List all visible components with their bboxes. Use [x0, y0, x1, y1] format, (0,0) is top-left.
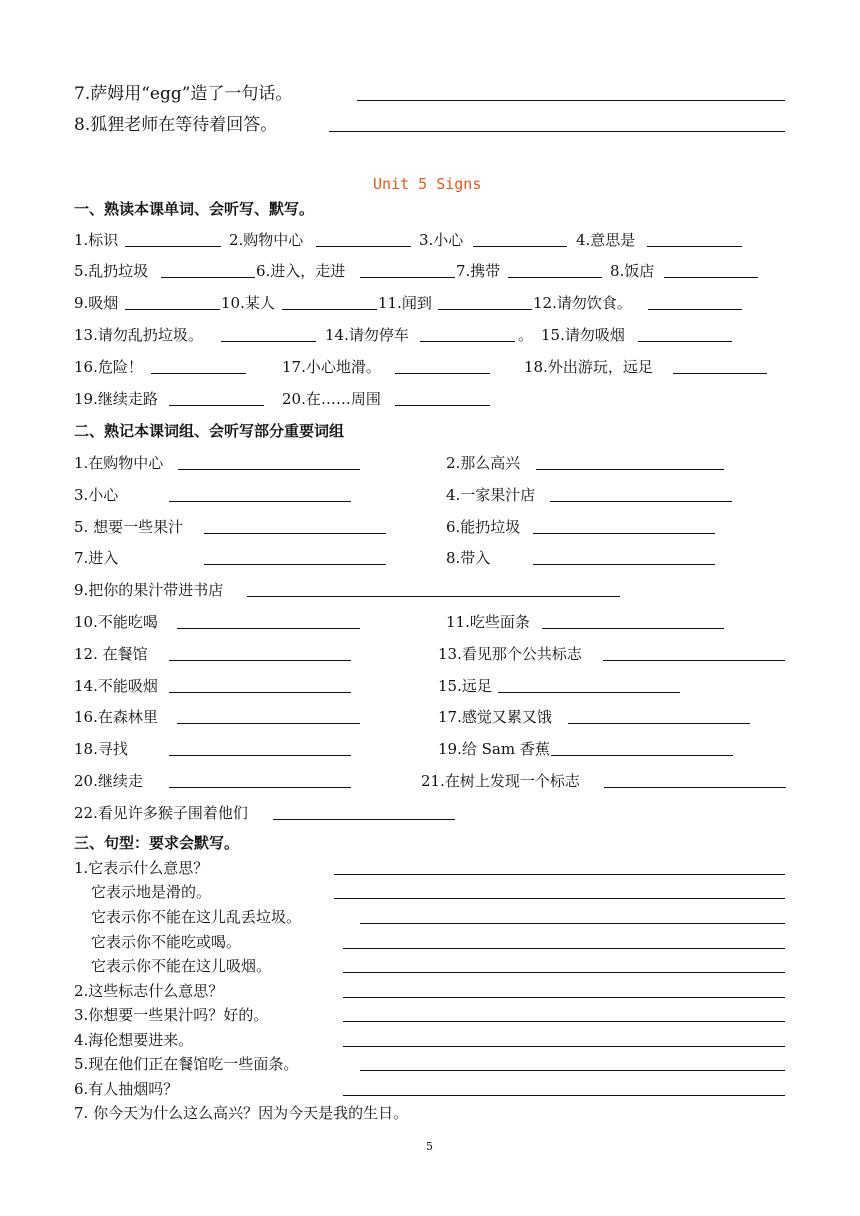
answer-line[interactable] — [508, 277, 602, 278]
answer-line[interactable] — [360, 1070, 785, 1071]
sentence-item: 它表示你不能在这儿吸烟。 — [91, 957, 272, 975]
answer-line[interactable] — [343, 997, 785, 998]
answer-line[interactable] — [638, 341, 732, 342]
answer-line[interactable] — [343, 948, 785, 949]
vocab-item: 。 — [518, 326, 534, 344]
sentence-item: 它表示你不能吃或喝。 — [91, 933, 242, 951]
answer-line[interactable] — [177, 628, 360, 629]
vocab-item: 3.小心 — [419, 231, 464, 249]
vocab-item: 2.购物中心 — [229, 231, 304, 249]
vocab-item: 1.标识 — [74, 231, 119, 249]
section-1-heading: 一、熟读本课单词、会听写、默写。 — [74, 200, 315, 218]
vocab-item: 16.危险！ — [74, 358, 143, 376]
vocab-item: 11.闻到 — [378, 294, 432, 312]
phrase-item: 8.带入 — [446, 549, 491, 567]
answer-line[interactable] — [568, 723, 750, 724]
sentence-item: 1.它表示什么意思？ — [74, 859, 209, 877]
answer-line[interactable] — [329, 131, 785, 132]
phrase-item: 4.一家果汁店 — [446, 486, 536, 504]
answer-line[interactable] — [603, 660, 785, 661]
answer-line[interactable] — [357, 100, 785, 101]
vocab-item: 9.吸烟 — [74, 294, 119, 312]
phrase-item: 11.吃些面条 — [446, 613, 530, 631]
sentence-item: 它表示你不能在这儿乱丢垃圾。 — [91, 908, 302, 926]
answer-line[interactable] — [161, 277, 255, 278]
phrase-item: 12. 在餐馆 — [74, 645, 148, 663]
vocab-item: 12.请勿饮食。 — [533, 294, 632, 312]
vocab-item: 14.请勿停车 — [325, 326, 409, 344]
answer-line[interactable] — [673, 373, 767, 374]
answer-line[interactable] — [604, 787, 786, 788]
vocab-item: 10.某人 — [221, 294, 275, 312]
phrase-item: 2.那么高兴 — [446, 454, 521, 472]
answer-line[interactable] — [204, 564, 386, 565]
vocab-item: 5.乱扔垃圾 — [74, 262, 149, 280]
answer-line[interactable] — [273, 819, 455, 820]
sentence-item: 6.有人抽烟吗？ — [74, 1080, 179, 1098]
vocab-item: 6.进入，走进 — [256, 262, 346, 280]
answer-line[interactable] — [221, 341, 316, 342]
top-item-8: 8.狐狸老师在等待着回答。 — [74, 115, 278, 135]
answer-line[interactable] — [533, 564, 715, 565]
answer-line[interactable] — [151, 373, 246, 374]
answer-line[interactable] — [360, 277, 455, 278]
phrase-item: 20.继续走 — [74, 772, 143, 790]
phrase-item: 7.进入 — [74, 549, 119, 567]
vocab-item: 15.请勿吸烟 — [541, 326, 625, 344]
phrase-item: 14.不能吸烟 — [74, 677, 158, 695]
section-2-heading: 二、熟记本课词组、会听写部分重要词组 — [74, 422, 345, 440]
phrase-item: 6.能扔垃圾 — [446, 518, 521, 536]
sentence-item: 2.这些标志什么意思？ — [74, 982, 224, 1000]
answer-line[interactable] — [316, 246, 411, 247]
answer-line[interactable] — [169, 755, 351, 756]
vocab-item: 19.继续走路 — [74, 390, 158, 408]
answer-line[interactable] — [334, 874, 785, 875]
vocab-item: 17.小心地滑。 — [282, 358, 381, 376]
answer-line[interactable] — [169, 405, 264, 406]
answer-line[interactable] — [169, 692, 351, 693]
answer-line[interactable] — [550, 501, 732, 502]
sentence-item: 4.海伦想要进来。 — [74, 1031, 194, 1049]
answer-line[interactable] — [360, 923, 785, 924]
answer-line[interactable] — [204, 533, 386, 534]
vocab-item: 8.饭店 — [610, 262, 655, 280]
sentence-item: 3.你想要一些果汁吗？好的。 — [74, 1006, 269, 1024]
page-number: 5 — [426, 1140, 433, 1153]
top-item-7: 7.萨姆用“egg”造了一句话。 — [74, 84, 293, 104]
phrase-item: 16.在森林里 — [74, 708, 158, 726]
vocab-item: 7.携带 — [456, 262, 501, 280]
unit-title: Unit 5 Signs — [373, 175, 482, 193]
answer-line[interactable] — [334, 898, 785, 899]
answer-line[interactable] — [343, 972, 785, 973]
answer-line[interactable] — [169, 660, 351, 661]
vocab-item: 13.请勿乱扔垃圾。 — [74, 326, 203, 344]
phrase-item: 18.寻找 — [74, 740, 128, 758]
sentence-item: 7. 你今天为什么这么高兴？因为今天是我的生日。 — [74, 1104, 409, 1122]
phrase-item: 15.远足 — [438, 677, 492, 695]
answer-line[interactable] — [282, 309, 377, 310]
answer-line[interactable] — [125, 246, 221, 247]
answer-line[interactable] — [343, 1095, 785, 1096]
phrase-item: 17.感觉又累又饿 — [438, 708, 552, 726]
phrase-item: 21.在树上发现一个标志 — [421, 772, 580, 790]
answer-line[interactable] — [125, 309, 220, 310]
answer-line[interactable] — [648, 309, 742, 310]
phrase-item: 3.小心 — [74, 486, 119, 504]
sentence-item: 5.现在他们正在餐馆吃一些面条。 — [74, 1055, 299, 1073]
phrase-item: 9.把你的果汁带进书店 — [74, 581, 224, 599]
answer-line[interactable] — [551, 755, 733, 756]
vocab-item: 18.外出游玩，远足 — [524, 358, 653, 376]
answer-line[interactable] — [343, 1021, 785, 1022]
phrase-item: 1.在购物中心 — [74, 454, 164, 472]
answer-line[interactable] — [473, 246, 567, 247]
vocab-item: 20.在……周围 — [282, 390, 381, 408]
phrase-item: 10.不能吃喝 — [74, 613, 158, 631]
answer-line[interactable] — [536, 469, 724, 470]
answer-line[interactable] — [647, 246, 742, 247]
answer-line[interactable] — [664, 277, 758, 278]
section-3-heading: 三、句型：要求会默写。 — [74, 834, 240, 852]
sentence-item: 它表示地是滑的。 — [91, 883, 212, 901]
phrase-item: 5. 想要一些果汁 — [74, 518, 184, 536]
answer-line[interactable] — [498, 692, 680, 693]
phrase-item: 19.给 Sam 香蕉 — [438, 740, 550, 758]
answer-line[interactable] — [169, 787, 351, 788]
vocab-item: 4.意思是 — [576, 231, 636, 249]
answer-line[interactable] — [395, 405, 490, 406]
answer-line[interactable] — [438, 309, 532, 310]
answer-line[interactable] — [395, 373, 490, 374]
phrase-item: 22.看见许多猴子围着他们 — [74, 804, 248, 822]
answer-line[interactable] — [533, 533, 715, 534]
answer-line[interactable] — [542, 628, 724, 629]
answer-line[interactable] — [420, 341, 515, 342]
answer-line[interactable] — [169, 501, 351, 502]
answer-line[interactable] — [178, 469, 360, 470]
phrase-item: 13.看见那个公共标志 — [438, 645, 582, 663]
answer-line[interactable] — [177, 723, 360, 724]
answer-line[interactable] — [343, 1046, 785, 1047]
answer-line[interactable] — [247, 596, 620, 597]
